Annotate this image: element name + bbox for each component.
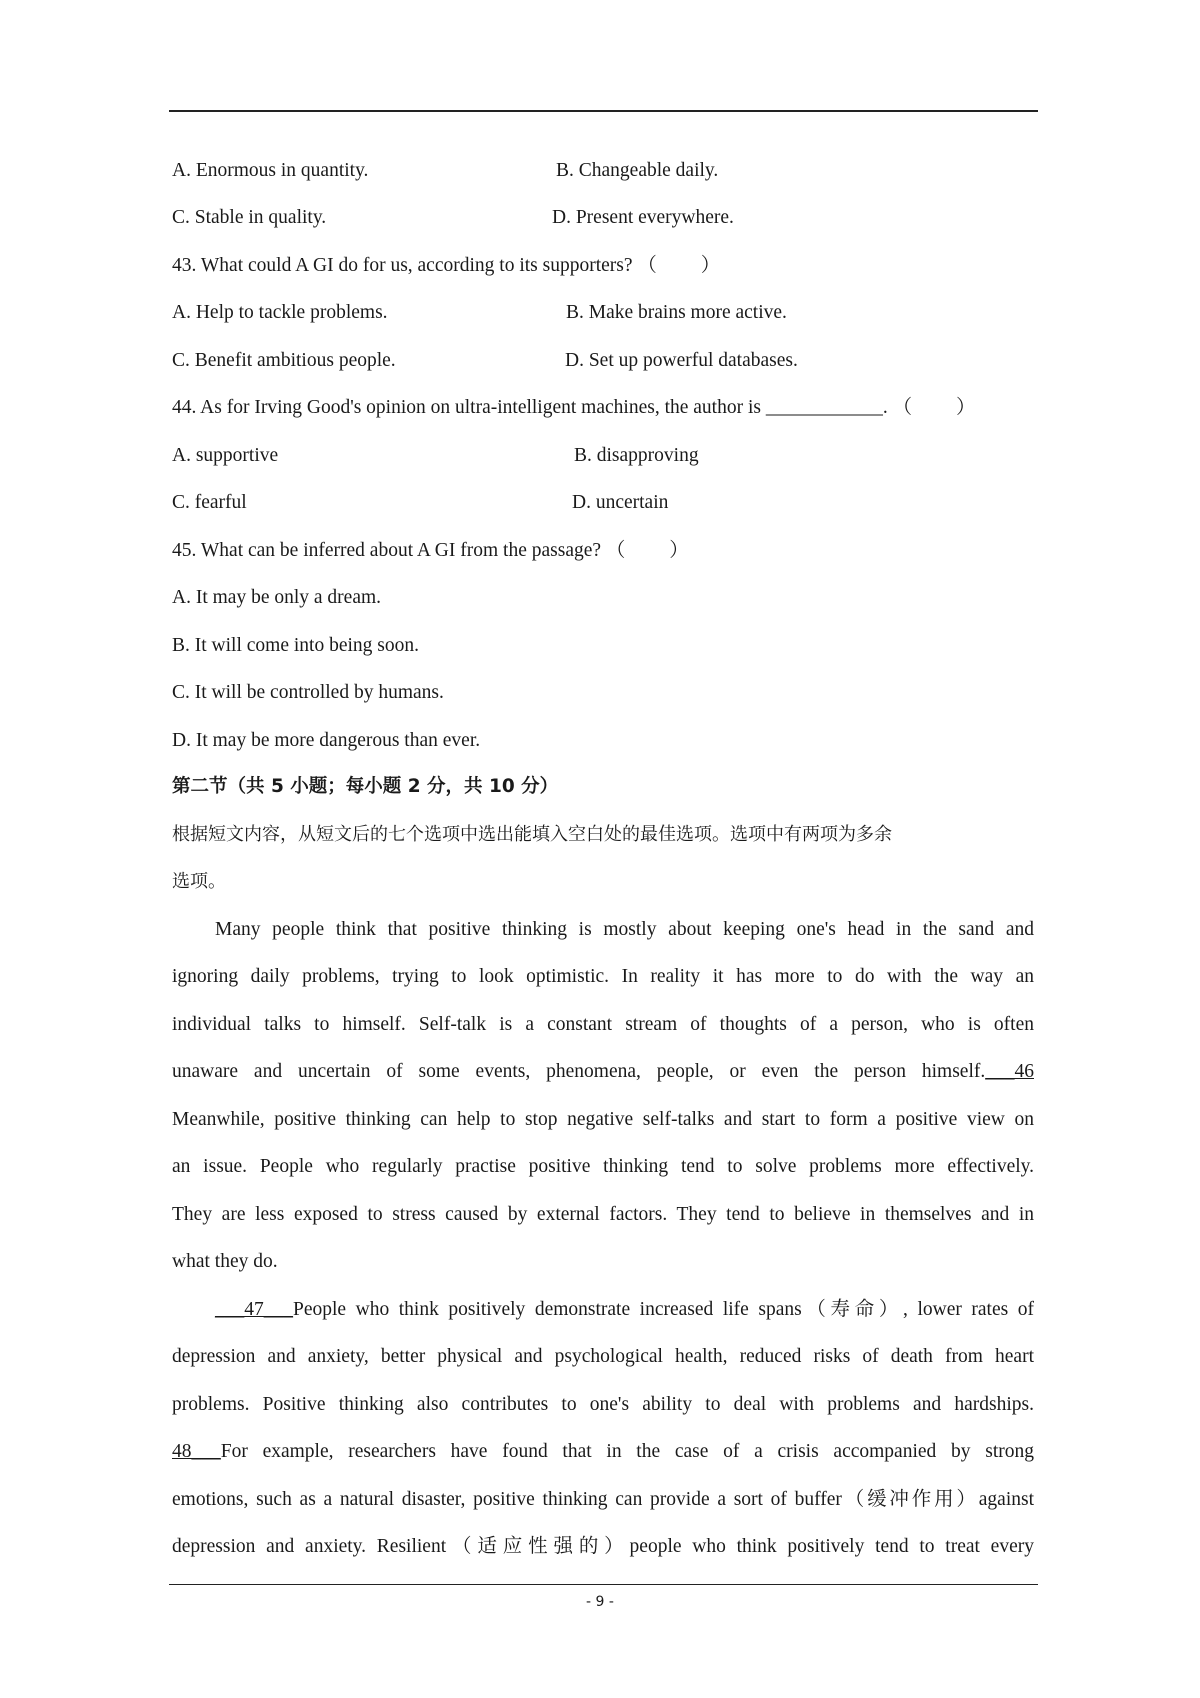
q43-option-d: D. Set up powerful databases. [565,350,798,371]
q42-option-b: B. Changeable daily. [556,160,719,181]
q45-option-a: A. It may be only a dream. [172,587,382,608]
q44-option-b: B. disapproving [574,445,699,466]
q42-option-c: C. Stable in quality. [172,207,327,228]
passage-line-with-blank-48 [172,1439,1034,1465]
q42-option-d: D. Present everywhere. [552,207,734,228]
q45-option-c: C. It will be controlled by humans. [172,682,444,703]
section-instruction-line1: 根据短文内容，从短文后的七个选项中选出能填入空白处的最佳选项。选项中有两项为多余 [172,824,892,845]
q44-stem: 44. As for Irving Good's opinion on ultra-intelligent machines, the author is ____________. （ ） [172,397,976,418]
q44-option-a: A. supportive [172,445,279,466]
q43-stem: 43. What could A GI do for us, according to its supporters? （ ） [172,255,721,276]
q44-option-d: D. uncertain [572,492,669,513]
passage-line: depression and anxiety. Resilient（适应性强的）people who think positively tend to treat every [172,1536,1034,1557]
passage-line: what they do. [172,1251,278,1272]
page-number: - 9 - [586,1594,614,1610]
passage-line: Many people think that positive thinking is mostly about keeping one's head in the sand and [215,919,1034,940]
passage-line: an issue. People who regularly practise positive thinking tend to solve problems more effectively. [172,1156,1034,1177]
q43-option-a: A. Help to tackle problems. [172,302,388,323]
passage-line: ignoring daily problems, trying to look optimistic. In reality it has more to do with the way an [172,966,1034,987]
q42-option-a: A. Enormous in quantity. [172,160,369,181]
section-instruction-line2: 选项。 [172,871,226,892]
passage-line: individual talks to himself. Self-talk is a constant stream of thoughts of a person, who is often [172,1014,1034,1035]
q43-option-b: B. Make brains more active. [566,302,787,323]
passage-line: Meanwhile, positive thinking can help to stop negative self-talks and start to form a positive view on [172,1109,1034,1130]
passage-line-with-blank-46 [172,1059,1034,1085]
blank-48: 48___ [172,1441,221,1462]
passage-text: unaware and uncertain of some events, phenomena, people, or even the person himself. [172,1061,986,1082]
passage-line-with-blank-47 [215,1297,1034,1323]
passage-line: depression and anxiety, better physical and psychological health, reduced risks of death from heart [172,1346,1034,1367]
passage-text: For example, researchers have found that in the case of a crisis accompanied by strong [220,1441,1034,1462]
q45-option-b: B. It will come into being soon. [172,635,419,656]
footer-rule [169,1584,1038,1585]
q43-option-c: C. Benefit ambitious people. [172,350,396,371]
passage-line: emotions, such as a natural disaster, positive thinking can provide a sort of buffer（缓冲作用）against [172,1489,1034,1510]
q45-stem: 45. What can be inferred about A GI from the passage? （ ） [172,540,689,561]
blank-47: ___47___ [215,1299,293,1320]
header-rule [169,110,1038,112]
blank-46: ___46 [985,1061,1034,1082]
q45-option-d: D. It may be more dangerous than ever. [172,730,481,751]
passage-text: People who think positively demonstrate increased life spans（寿命）, lower rates of [293,1299,1034,1320]
section-heading: 第二节（共 5 小题；每小题 2 分，共 10 分） [172,776,559,797]
passage-line: They are less exposed to stress caused by external factors. They tend to believe in themselves and in [172,1204,1034,1225]
q44-option-c: C. fearful [172,492,247,513]
passage-line: problems. Positive thinking also contributes to one's ability to deal with problems and hardships. [172,1394,1034,1415]
